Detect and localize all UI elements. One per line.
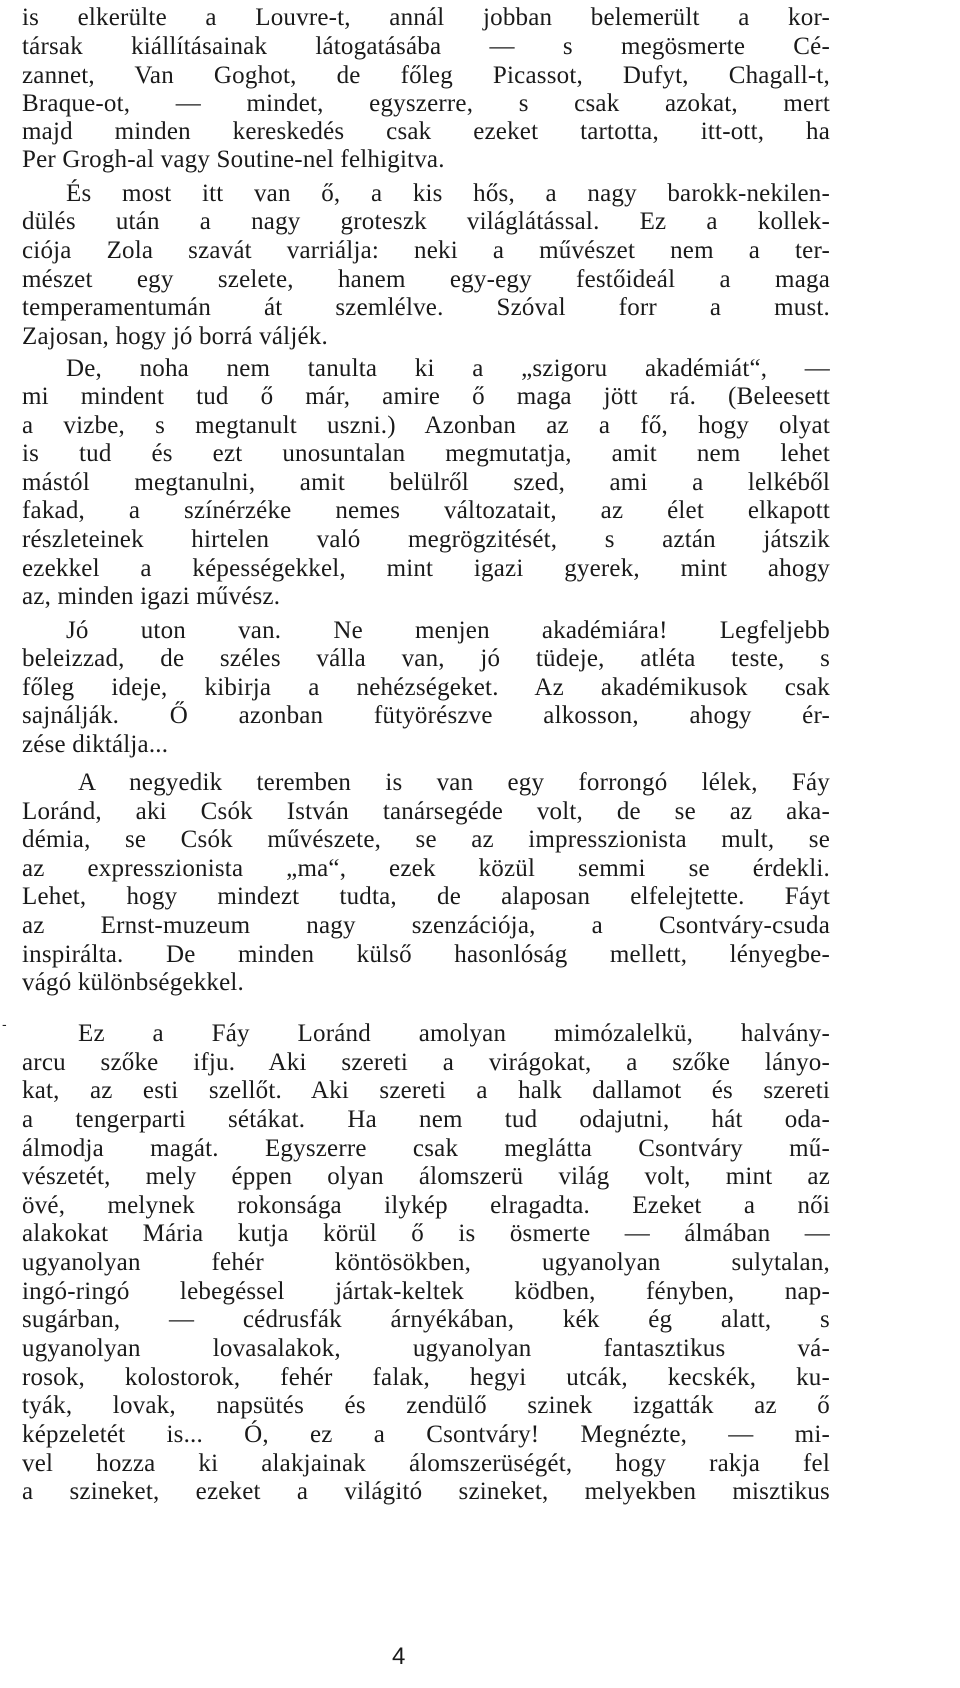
text-line: is elkerülte a Louvre-t, annál jobban belemerült a kor- [22, 4, 830, 31]
text-line: arcu szőke ifju. Aki szereti a virágokat, a szőke lányo- [22, 1049, 830, 1076]
margin-mark: - [2, 1016, 7, 1032]
paragraph-first-line: De, noha nem tanulta ki a „szigoru akadémiát“, — [66, 355, 830, 382]
text-line: temperamentumán át szemlélve. Szóval forr a must. [22, 294, 830, 321]
text-line: Per Grogh-al vagy Soutine-nel felhigitva. [22, 146, 445, 173]
text-line: Lehet, hogy mindezt tudta, de alaposan elfelejtette. Fáyt [22, 883, 830, 910]
text-line: zannet, Van Goghot, de főleg Picassot, Dufyt, Chagall-t, [22, 62, 830, 89]
text-line: vészetét, mely éppen olyan álomszerü világ volt, mint az [22, 1163, 830, 1190]
text-line: társak kiállításainak látogatásába — s megösmerte Cé- [22, 33, 830, 60]
text-line: az, minden igazi művész. [22, 583, 281, 610]
text-line: alakokat Mária kutja körül ő is ösmerte — álmában — [22, 1220, 830, 1247]
text-line: ugyanolyan lovasalakok, ugyanolyan fantasztikus vá- [22, 1335, 830, 1362]
text-line: főleg ideje, kibirja a nehézségeket. Az akadémikusok csak [22, 674, 830, 701]
text-line: zése diktálja... [22, 731, 169, 758]
text-line: kat, az esti szellőt. Aki szereti a halk dallamot és szereti [22, 1077, 830, 1104]
page-number: 4 [392, 1643, 406, 1670]
text-line: mészet egy szelete, hanem egy-egy festőideál a maga [22, 266, 830, 293]
text-line: dülés után a nagy groteszk világlátással. Ez a kollek- [22, 208, 830, 235]
text-line: inspirálta. De minden külső hasonlóság mellett, lényegbe- [22, 941, 830, 968]
text-line: részleteinek hirtelen való megrögzitését, s aztán játszik [22, 526, 830, 553]
text-line: démia, se Csók művészete, se az impresszionista mult, se [22, 826, 830, 853]
paragraph-first-line: A negyedik teremben is van egy forrongó lélek, Fáy [78, 769, 830, 796]
text-line: képzeletét is... Ó, ez a Csontváry! Megnézte, — mi- [22, 1421, 830, 1448]
text-line: a szineket, ezeket a világitó szineket, melyekben misztikus [22, 1478, 830, 1505]
text-line: beleizzad, de széles válla van, jó tüdeje, atléta teste, s [22, 645, 830, 672]
text-line: fakad, a színérzéke nemes változatait, az élet elkapott [22, 497, 830, 524]
text-line: mástól megtanulni, amit belülről szed, ami a lelkéből [22, 469, 830, 496]
text-line: Zajosan, hogy jó borrá váljék. [22, 323, 328, 350]
text-line: Braque-ot, — mindet, egyszerre, s csak azokat, mert [22, 90, 830, 117]
text-line: ciója Zola szavát varriálja: neki a művészet nem a ter- [22, 237, 830, 264]
text-line: ezekkel a képességekkel, mint igazi gyerek, mint ahogy [22, 555, 830, 582]
text-line: a tengerparti sétákat. Ha nem tud odajutni, hát oda- [22, 1106, 830, 1133]
text-line: az expresszionista „ma“, ezek közül semmi se érdekli. [22, 855, 830, 882]
text-line: ingó-ringó lebegéssel jártak-keltek ködben, fényben, nap- [22, 1278, 830, 1305]
text-line: majd minden kereskedés csak ezeket tartotta, itt-ott, ha [22, 118, 830, 145]
paragraph-first-line: Ez a Fáy Loránd amolyan mimózalelkü, halvány- [78, 1020, 830, 1047]
text-line: mi mindent tud ő már, amire ő maga jött rá. (Beleesett [22, 383, 830, 410]
text-line: álmodja magát. Egyszerre csak meglátta Csontváry mű- [22, 1135, 830, 1162]
text-line: tyák, lovak, napsütés és zendülő szinek izgatták az ő [22, 1392, 830, 1419]
text-line: Loránd, aki Csók István tanársegéde volt, de se az aka- [22, 798, 830, 825]
paragraph-first-line: És most itt van ő, a kis hős, a nagy barokk-nekilen- [66, 180, 830, 207]
paragraph-first-line: Jó uton van. Ne menjen akadémiára! Legfeljebb [66, 617, 830, 644]
text-line: sajnálják. Ő azonban fütyörészve alkosson, ahogy ér- [22, 702, 830, 729]
text-line: is tud és ezt unosuntalan megmutatja, amit nem lehet [22, 440, 830, 467]
text-line: vel hozza ki alakjainak álomszerüségét, hogy rakja fel [22, 1450, 830, 1477]
document-page [22, 0, 830, 1688]
text-line: vágó különbségekkel. [22, 969, 245, 996]
text-line: a vizbe, s megtanult uszni.) Azonban az a fő, hogy olyat [22, 412, 830, 439]
text-line: övé, melynek rokonsága ilykép elragadta. Ezeket a női [22, 1192, 830, 1219]
text-line: ugyanolyan fehér köntösökben, ugyanolyan sulytalan, [22, 1249, 830, 1276]
text-line: az Ernst-muzeum nagy szenzációja, a Csontváry-csuda [22, 912, 830, 939]
text-line: sugárban, — cédrusfák árnyékában, kék ég alatt, s [22, 1306, 830, 1333]
text-line: rosok, kolostorok, fehér falak, hegyi utcák, kecskék, ku- [22, 1364, 830, 1391]
